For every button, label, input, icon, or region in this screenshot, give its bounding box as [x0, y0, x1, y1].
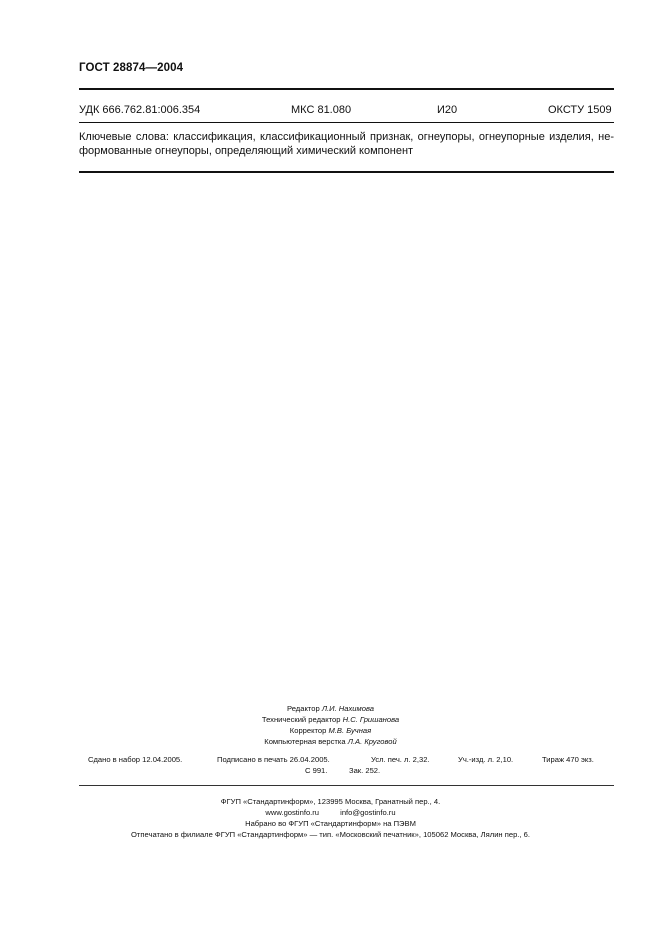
keywords-line-2: формованные огнеупоры, определяющий химический компонент [79, 145, 414, 157]
editor-name: Л.И. Нахимова [321, 704, 374, 713]
udk-code: УДК 666.762.81:006.354 [79, 104, 201, 116]
keywords-divider [79, 171, 614, 173]
credit-layout: Компьютерная верстка Л.А. Круговой [264, 737, 397, 746]
group-code: И20 [437, 104, 458, 116]
publisher-sheets: Уч.-изд. л. 2,10. [458, 755, 514, 764]
credit-tech-editor: Технический редактор Н.С. Гришанова [261, 715, 400, 724]
email-link[interactable]: info@gostinfo.ru [340, 808, 396, 817]
okstu-code: ОКСТУ 1509 [548, 104, 612, 116]
tech-editor-name: Н.С. Гришанова [342, 715, 400, 724]
keywords-line-1: Ключевые слова: классификация, классификационный признак, огнеупоры, огнеупорные изделия, не- [79, 131, 614, 143]
website-link[interactable]: www.gostinfo.ru [265, 808, 320, 817]
print-sheets: Усл. печ. л. 2,32. [371, 755, 430, 764]
order-number: Зак. 252. [349, 766, 381, 775]
mks-code: МКС 81.080 [291, 104, 352, 116]
corrector-name: М.В. Бучная [328, 726, 372, 735]
c-number: С 991. [305, 766, 328, 775]
document-code: ГОСТ 28874—2004 [79, 62, 184, 74]
layout-name: Л.А. Круговой [347, 737, 397, 746]
footer-divider [79, 785, 614, 786]
contacts-line [0, 807, 661, 818]
footer-block [0, 796, 661, 840]
classification-divider [79, 122, 614, 123]
typeset-at: Набрано во ФГУП «Стандартинформ» на ПЭВМ [245, 819, 416, 828]
print-date: Подписано в печать 26.04.2005. [217, 755, 330, 764]
printed-at: Отпечатано в филиале ФГУП «Стандартинформ» — тип. «Московский печатник», 105062 Москва, Лялин пер., 6. [131, 830, 530, 839]
typeset-date: Сдано в набор 12.04.2005. [88, 755, 183, 764]
header-divider [79, 88, 614, 90]
keywords-block [79, 130, 614, 158]
circulation: Тираж 470 экз. [542, 755, 594, 764]
publisher-address: ФГУП «Стандартинформ», 123995 Москва, Гранатный пер., 4. [220, 797, 441, 806]
credits-block [0, 703, 661, 747]
credit-editor: Редактор Л.И. Нахимова [287, 704, 374, 713]
credit-corrector: Корректор М.В. Бучная [289, 726, 372, 735]
